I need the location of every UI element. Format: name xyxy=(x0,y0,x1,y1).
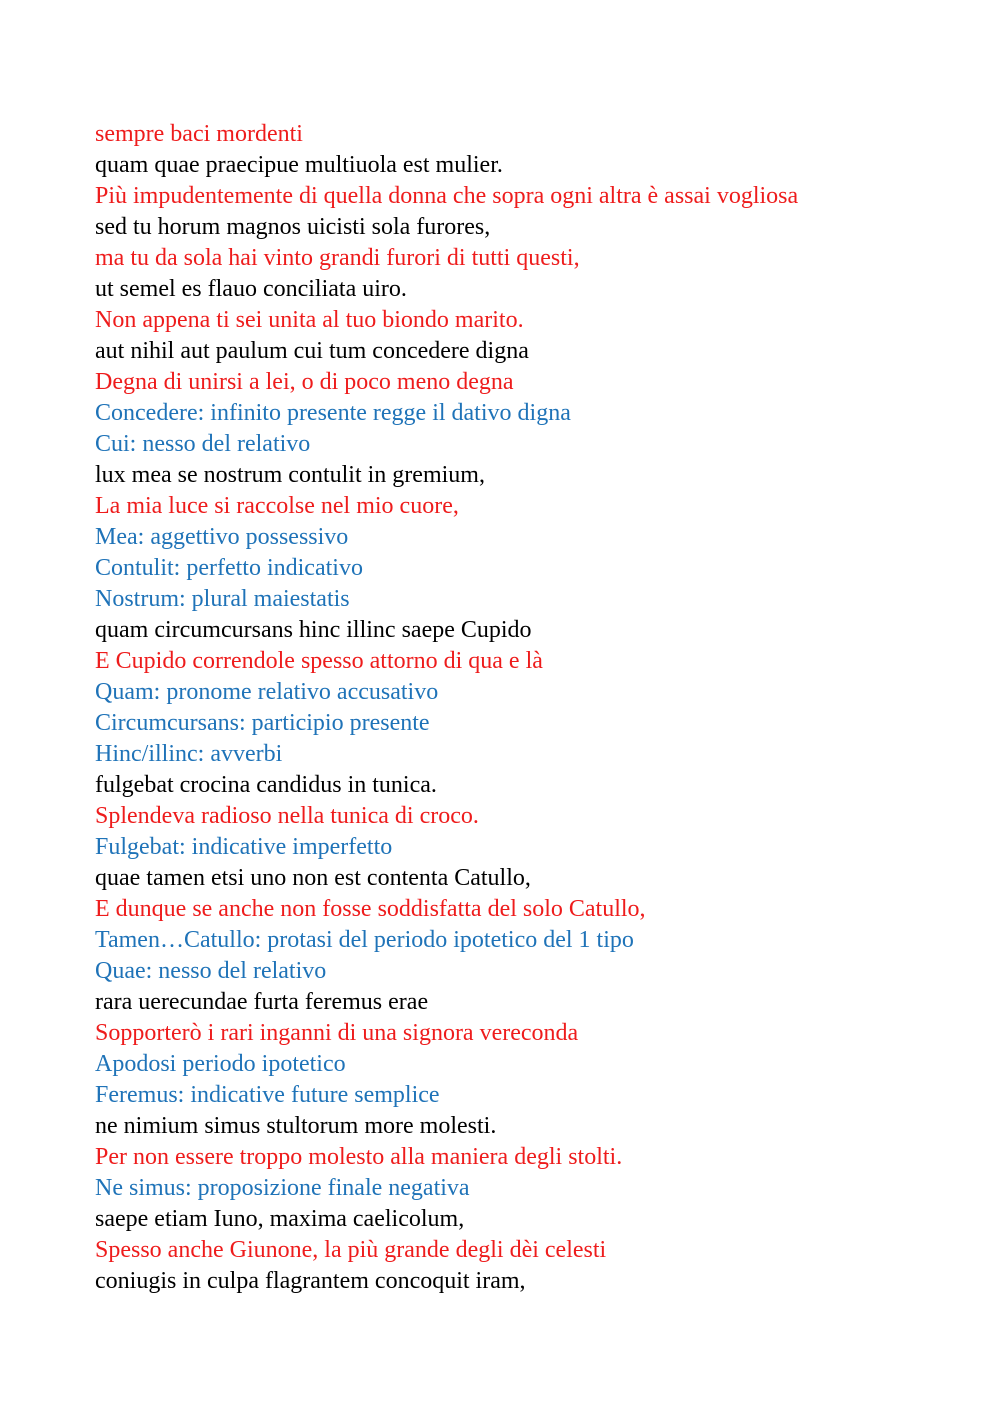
latin-verse-line: quae tamen etsi uno non est contenta Catullo, xyxy=(95,865,531,891)
grammar-note-line: Quae: nesso del relativo xyxy=(95,958,327,984)
grammar-note-line: Tamen…Catullo: protasi del periodo ipotetico del 1 tipo xyxy=(95,927,634,953)
latin-verse-line: fulgebat crocina candidus in tunica. xyxy=(95,772,437,798)
latin-verse-line: rara uerecundae furta feremus erae xyxy=(95,989,429,1015)
italian-translation-line: La mia luce si raccolse nel mio cuore, xyxy=(95,493,459,519)
grammar-note-line: Hinc/illinc: avverbi xyxy=(95,741,283,767)
italian-translation-line: sempre baci mordenti xyxy=(95,121,303,147)
italian-translation-line: Degna di unirsi a lei, o di poco meno degna xyxy=(95,369,514,395)
latin-verse-line: quam quae praecipue multiuola est mulier. xyxy=(95,152,503,178)
italian-translation-line: E dunque se anche non fosse soddisfatta del solo Catullo, xyxy=(95,896,646,922)
italian-translation-line: Non appena ti sei unita al tuo biondo marito. xyxy=(95,307,524,333)
italian-translation-line: E Cupido correndole spesso attorno di qua e là xyxy=(95,648,543,674)
italian-translation-line: Sopporterò i rari inganni di una signora vereconda xyxy=(95,1020,579,1046)
grammar-note-line: Quam: pronome relativo accusativo xyxy=(95,679,439,705)
latin-verse-line: quam circumcursans hinc illinc saepe Cupido xyxy=(95,617,532,643)
italian-translation-line: Più impudentemente di quella donna che sopra ogni altra è assai vogliosa xyxy=(95,183,799,209)
grammar-note-line: Circumcursans: participio presente xyxy=(95,710,430,736)
italian-translation-line: ma tu da sola hai vinto grandi furori di tutti questi, xyxy=(95,245,580,271)
grammar-note-line: Cui: nesso del relativo xyxy=(95,431,311,457)
grammar-note-line: Nostrum: plural maiestatis xyxy=(95,586,350,612)
grammar-note-line: Mea: aggettivo possessivo xyxy=(95,524,349,550)
latin-verse-line: aut nihil aut paulum cui tum concedere digna xyxy=(95,338,529,364)
latin-verse-line: lux mea se nostrum contulit in gremium, xyxy=(95,462,485,488)
latin-verse-line: ne nimium simus stultorum more molesti. xyxy=(95,1113,497,1139)
grammar-note-line: Fulgebat: indicative imperfetto xyxy=(95,834,393,860)
latin-verse-line: saepe etiam Iuno, maxima caelicolum, xyxy=(95,1206,465,1232)
grammar-note-line: Ne simus: proposizione finale negativa xyxy=(95,1175,470,1201)
italian-translation-line: Splendeva radioso nella tunica di croco. xyxy=(95,803,479,829)
italian-translation-line: Per non essere troppo molesto alla maniera degli stolti. xyxy=(95,1144,623,1170)
latin-verse-line: ut semel es flauo conciliata uiro. xyxy=(95,276,407,302)
latin-verse-line: coniugis in culpa flagrantem concoquit iram, xyxy=(95,1268,526,1294)
grammar-note-line: Feremus: indicative future semplice xyxy=(95,1082,440,1108)
latin-verse-line: sed tu horum magnos uicisti sola furores, xyxy=(95,214,491,240)
italian-translation-line: Spesso anche Giunone, la più grande degli dèi celesti xyxy=(95,1237,607,1263)
document-page xyxy=(95,119,975,1297)
grammar-note-line: Apodosi periodo ipotetico xyxy=(95,1051,346,1077)
grammar-note-line: Contulit: perfetto indicativo xyxy=(95,555,363,581)
grammar-note-line: Concedere: infinito presente regge il dativo digna xyxy=(95,400,571,426)
